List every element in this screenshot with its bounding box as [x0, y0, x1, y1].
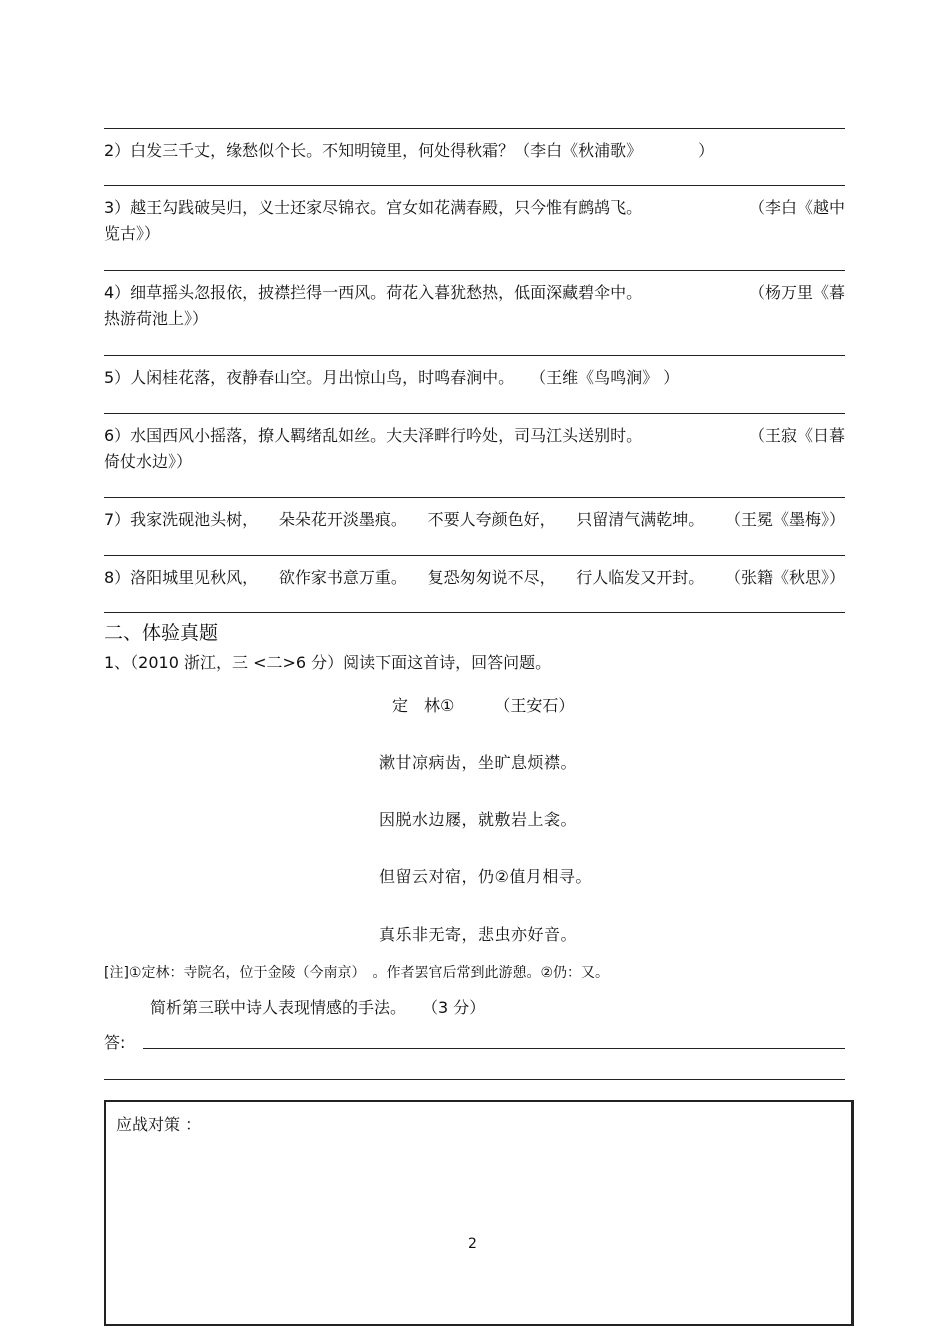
poem-item-3 [104, 195, 845, 247]
poem-phrase: 行人临发又开封。 [576, 568, 705, 587]
poem-source: （杨万里《暮 [748, 283, 845, 302]
poem-phrase: 朵朵花开淡墨痕。 [278, 510, 407, 529]
rule [104, 413, 845, 414]
poem-item-text: 5）人闲桂花落，夜静春山空。月出惊山鸟，时鸣春涧中。 （王维《鸟鸣涧》 ） [104, 368, 680, 387]
poem-source: （张籍《秋思》） [724, 568, 845, 587]
poem-title: 定 林① （王安石） [392, 696, 575, 715]
poem-item-text: 2）白发三千丈，缘愁似个长。不知明镜里，何处得秋霜？（李白《秋浦歌》 ） [104, 141, 715, 160]
rule [104, 612, 845, 613]
poem-item-5 [104, 365, 845, 391]
poem-item-7 [104, 507, 845, 533]
annotation-note: [注]①定林：寺院名，位于金陵（今南京） 。作者罢官后常到此游憩。②仍：又。 [104, 965, 610, 981]
rule [104, 355, 845, 356]
rule [104, 128, 845, 129]
poem-item-8 [104, 565, 845, 591]
poem-phrase: 8）洛阳城里见秋风， [104, 568, 259, 587]
poem-line: 漱甘凉病齿，坐旷息烦襟。 [379, 753, 578, 772]
strategy-box [104, 1100, 854, 1326]
poem-line: 但留云对宿，仍②值月相寻。 [379, 867, 592, 886]
poem-item-2 [104, 138, 845, 164]
poem-source-continued: 热游荷池上》） [104, 309, 209, 328]
poem-phrase: 7）我家洗砚池头树， [104, 510, 259, 529]
rule [104, 555, 845, 556]
poem-source: （王冕《墨梅》） [724, 510, 845, 529]
poem-phrase: 不要人夸颜色好， [427, 510, 556, 529]
question-prompt: 简析第三联中诗人表现情感的手法。 （3 分） [150, 998, 486, 1017]
poem-source-continued: 倚仗水边》） [104, 452, 193, 471]
answer-label: 答: [104, 1033, 126, 1052]
poem-line: 真乐非无寄，悲虫亦好音。 [379, 925, 578, 944]
rule [104, 270, 845, 271]
poem-item-text: 6）水国西风小摇落，撩人羁绪乱如丝。大夫泽畔行吟处，司马江头送别时。 [104, 426, 643, 445]
poem-source-continued: 览古》） [104, 224, 161, 243]
poem-item-4 [104, 280, 845, 332]
poem-item-text: 3）越王勾践破吴归，义士还家尽锦衣。宫女如花满春殿，只今惟有鹧鸪飞。 [104, 198, 643, 217]
poem-item-6 [104, 423, 845, 475]
rule [104, 497, 845, 498]
poem-line: 因脱水边屦，就敷岩上衾。 [379, 810, 578, 829]
question-1: 1、（2010 浙江，三 <二>6 分）阅读下面这首诗，回答问题。 [104, 653, 552, 672]
poem-item-text: 4）细草摇头忽报依，披襟拦得一西风。荷花入暮犹愁热，低面深藏碧伞中。 [104, 283, 643, 302]
poem-phrase: 欲作家书意万重。 [278, 568, 407, 587]
poem-source: （王寂《日暮 [748, 426, 845, 445]
answer-line[interactable] [104, 1079, 845, 1080]
page-number: 2 [468, 1236, 477, 1252]
poem-phrase: 只留清气满乾坤。 [576, 510, 705, 529]
rule [104, 185, 845, 186]
poem-source: （李白《越中 [748, 198, 845, 217]
answer-line[interactable] [143, 1048, 845, 1049]
strategy-box-label: 应战对策 ： [116, 1115, 202, 1134]
section-heading: 二、体验真题 [104, 622, 219, 644]
poem-phrase: 复恐匆匆说不尽， [427, 568, 556, 587]
